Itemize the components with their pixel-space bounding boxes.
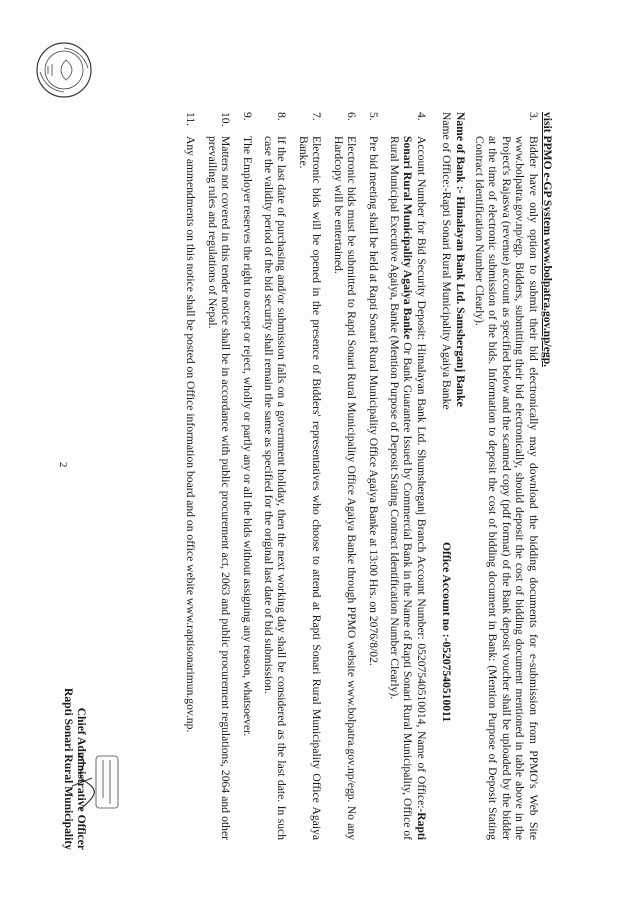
notice-item [388,112,428,840]
notice-item [262,112,289,840]
item-number: 3. [526,112,540,121]
notice-item [240,112,253,840]
page-number: 2 [57,462,69,468]
notice-body [176,112,554,840]
office-account-number: Office Account no :-05207540510011 [440,541,454,722]
bank-details [440,112,467,840]
item-text-bold-part: Rapti Sonari Rural Municipality Agaiya Banke [401,136,428,840]
item-number: 4. [414,112,428,121]
notice-item [205,112,232,840]
item-text: Matters not covered in this tender notice shall be in accordance with public procurement act, 2063 and public procurement regulations, 2064 and other prevailing rules and regulations of Nepal. [205,136,233,840]
egp-heading: visit PPMO e-GP System www.bolpatra.gov.np/egp. [541,112,554,368]
signature-block [61,650,88,850]
item-text: Bidder have only option to submit their bid electronically may download the bidding documents for e-submission from PPMO's Web Site www.bolpatra.gov.np/egp. Bidders, submitting their bid electronically, should deposit the cost of bidding document mentioned in table above in the Project's Rajaswa (revenue) account as specified below and the scanned copy (pdf format) of the Bank deposit voucher shall be uploaded by the bidder at the time of electronic submission of the bids. Information to deposit the cost of bidding document in Bank: (Mention Purpose of Deposit Stating Contract Identification Number Clearly). [472,136,540,840]
item-text: Pre bid meeting shall be held at Rapti Sonari Rural Municipality Office Agaiya Banke at 13:00 Hrs. on 2076/8/02. [366,136,380,666]
notice-item [473,112,540,840]
item-text: Electronic bids must be submitted to Rapti Sonari Rural Municipality Office Agaiya Banke through PPMO website www.bolpatra.gov.np/egp. No any Hardcopy will be entertained. [331,136,359,840]
item-number: 8. [275,112,289,121]
bank-office-name: Name of Office:-Rapti Sonari Rural Municipality Agaiya Banke [440,112,454,410]
notice-items-part1 [473,112,540,840]
item-number: 11. [184,112,198,127]
item-text: If the last date of purchasing and/or submission falls on a government holiday, then the next working day shall be considered as the last date. In such case the validity period of the bid security shall remain the same as specified for the original last date of bid submission. [262,136,289,840]
bank-name-row [453,112,466,840]
seal-icon [32,38,96,102]
item-text [388,136,428,840]
signatory-title: Chief Administrative Officer [75,707,88,850]
item-text-part: Account Number for Bid Security Deposit: Himalayan Bank Ltd. Shumsherganj Branch Account Number: 05207540510014, Name of Office:- [414,136,428,813]
notice-item [366,112,379,840]
item-number: 6. [345,112,359,121]
item-number: 10. [219,112,233,127]
office-seal-stamp [32,38,96,102]
notice-item [184,112,197,840]
item-number: 5. [366,112,380,121]
item-text-part: Or Bank Guarantee Issued by Commercial Bank in the Name of Rapti Sonari Rural Municipality, Office of Rural Municipal Executive Agaiya, Banke (Mention Purpose of Deposit Stating Contract Identification Number Clearly). [387,136,415,840]
notice-items-part2 [184,112,428,840]
item-text: Any ammendments on this notice shall be posted on Office information board and on office webite www.raptisonarimun.gov.np. [184,136,198,733]
item-text: The Employer reserves the right to accept or reject, wholly or partly any or all the bids without assigning any reason, whatsoever. [240,136,254,737]
bank-office-row [440,112,453,840]
notice-item [297,112,324,840]
item-number: 7. [310,112,324,121]
signatory-organization: Rapti Sonari Rural Municipality [61,687,75,850]
item-number: 9. [240,112,254,121]
item-text: Electronic bids will be opened in the presence of Bidders' representatives who choose to attend at Rapti Sonari Rural Municipality Office Agaiya Banke. [296,136,324,840]
notice-item [331,112,358,840]
bank-name: Name of Bank :- Himalayan Bank Ltd. Samsherganj Banke [453,112,467,407]
